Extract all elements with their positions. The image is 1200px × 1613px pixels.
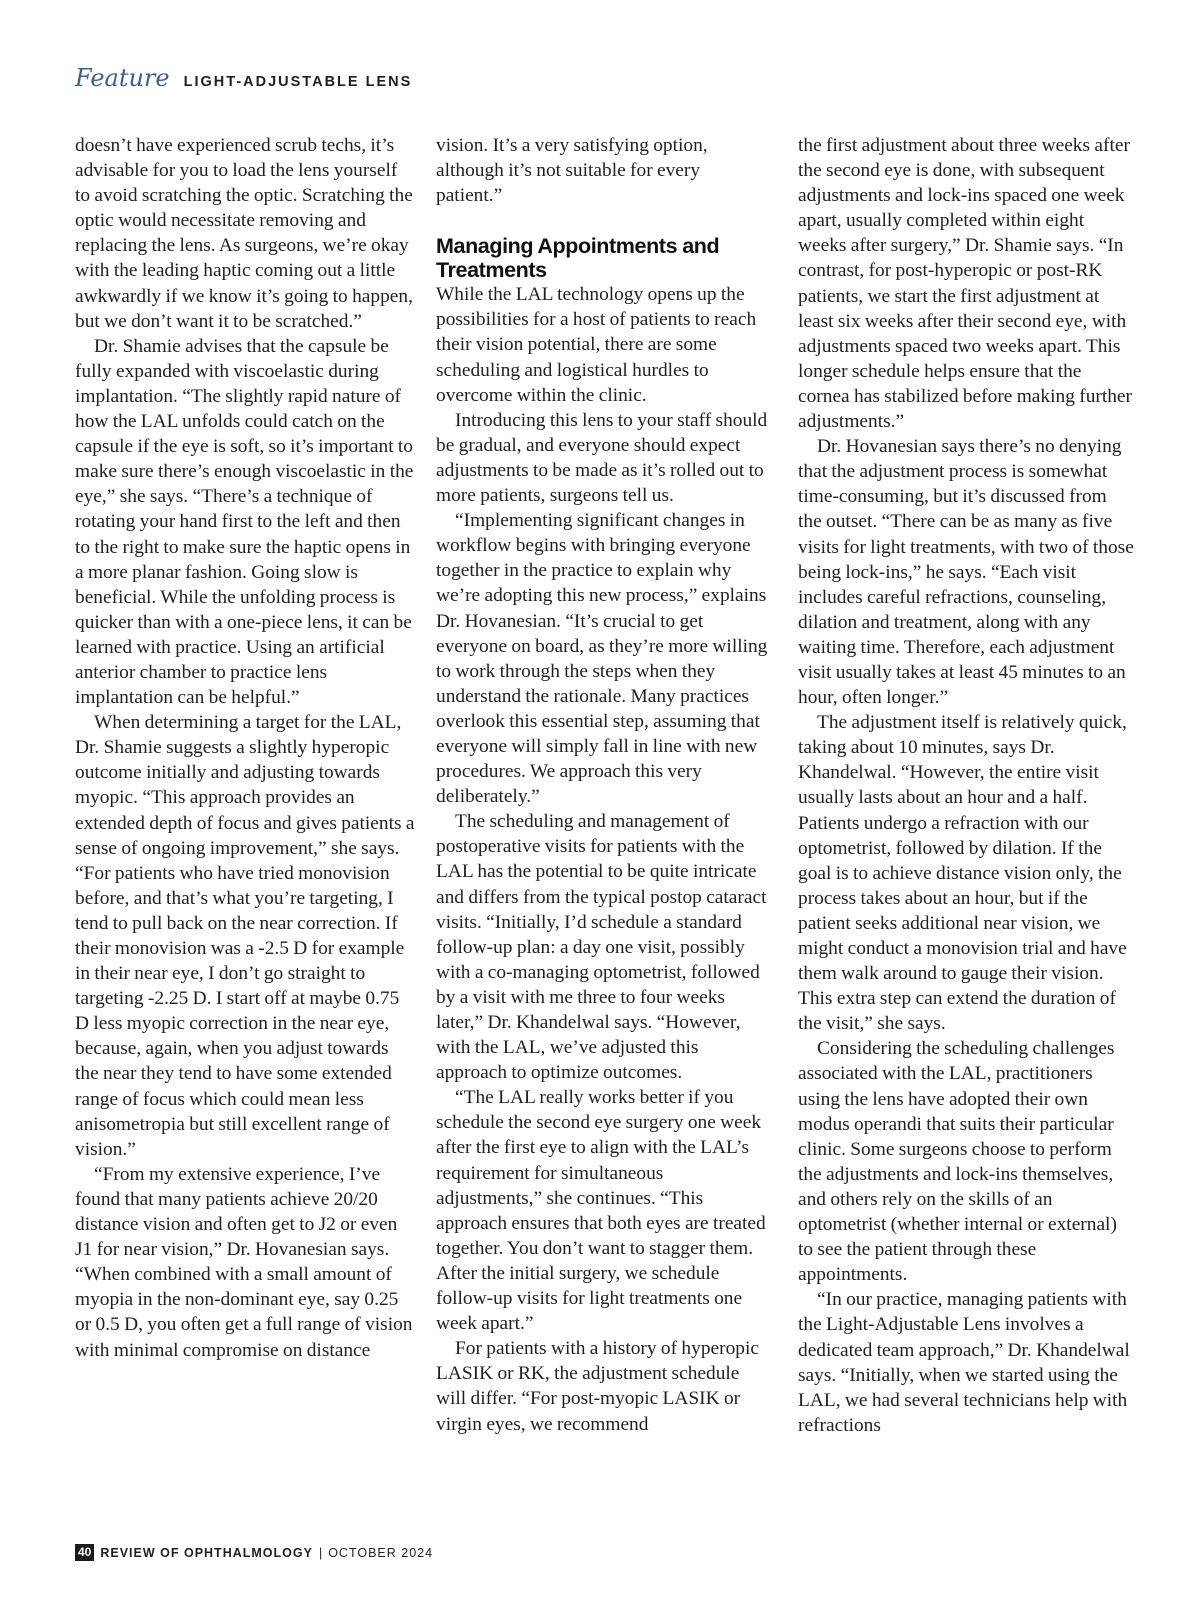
- section-heading: Managing Appointments and Treatments: [436, 234, 720, 283]
- paragraph: The adjustment itself is relatively quick, taking about 10 minutes, says Dr. Khandelwal. “However, the entire visit usually lasts about an hour and a half. Patients undergo a refraction with our optometrist, followed by dilation. If the goal is to achieve distance vision only, the process takes about an hour, but if the patient seeks additional near vision, we might conduct a monovision trial and have them walk around to gauge their vision. This extra step can extend the duration of the visit,” she says.: [798, 712, 1127, 1035]
- issue-date: OCTOBER 2024: [328, 1545, 434, 1560]
- paragraph: When determining a target for the LAL, Dr. Shamie suggests a slightly hyperopic outcome initially and adjusting towards myopic. “This approach provides an extended depth of focus and gives patients a sense of ongoing improvement,” she says. “For patients who have tried monovision before, and that’s what you’re targeting, I tend to pull back on the near correction. If their monovision was a -2.5 D for example in their near eye, I don’t go straight to targeting -2.25 D. I start off at maybe 0.75 D less myopic correction in the near eye, because, again, when you adjust towards the near they tend to have some extended range of focus which could mean less anisometropia but still excellent range of vision.”: [75, 712, 415, 1160]
- text-column-2: [436, 133, 768, 1437]
- page-number: 40: [75, 1544, 94, 1561]
- paragraph: “Implementing significant changes in workflow begins with bringing everyone together in the practice to explain why we’re adopting this new process,” explains Dr. Hovanesian. “It’s crucial to get everyone on board, as they’re more willing to work through the steps when they understand the rationale. Many practices overlook this essential step, assuming that everyone will simply fall in line with new procedures. We approach this very deliberately.”: [436, 510, 768, 808]
- paragraph: “The LAL really works better if you schedule the second eye surgery one week after the first eye to align with the LAL’s requirement for simultaneous adjustments,” she continues. “This approach ensures that both eyes are treated together. You don’t want to stagger them. After the initial surgery, we schedule follow-up visits for light treatments one week apart.”: [436, 1087, 766, 1335]
- paragraph: Dr. Hovanesian says there’s no denying that the adjustment process is somewhat time-consuming, but it’s discussed from the outset. “There can be as many as five visits for light treatments, with two of those being lock-ins,” he says. “Each visit includes careful refractions, counseling, dilation and treatment, along with any waiting time. Therefore, each adjustment visit usually takes at least 45 minutes to an hour, often longer.”: [798, 436, 1134, 709]
- paragraph: The scheduling and management of postoperative visits for patients with the LAL has the potential to be quite intricate and differs from the typical postop cataract visits. “Initially, I’d schedule a standard follow-up plan: a day one visit, possibly with a co-managing optometrist, followed by a visit with me three to four weeks later,” Dr. Khandelwal says. “However, with the LAL, we’ve adjusted this approach to optimize outcomes.: [436, 811, 767, 1084]
- paragraph: Introducing this lens to your staff should be gradual, and everyone should expect adjustments to be made as it’s rolled out to more patients, surgeons tell us.: [436, 409, 768, 507]
- section-title: LIGHT-ADJUSTABLE LENS: [183, 74, 413, 90]
- text-column-1: [75, 133, 415, 1363]
- footer-separator: |: [318, 1545, 323, 1560]
- text-column-3: [798, 133, 1134, 1438]
- running-header: [75, 64, 412, 100]
- magazine-name: REVIEW OF OPHTHALMOLOGY: [100, 1545, 313, 1560]
- paragraph: the first adjustment about three weeks after the second eye is done, with subsequent adjustments and lock-ins spaced one week apart, usually completed within eight weeks after surgery,” Dr. Shamie says. “In contrast, for post-hyperopic or post-RK patients, we start the first adjustment at least six weeks after their second eye, with adjustments spaced two weeks apart. This longer schedule helps ensure that the cornea has stabilized before making further adjustments.”: [798, 135, 1132, 433]
- paragraph: doesn’t have experienced scrub techs, it’s advisable for you to load the lens yourself to avoid scratching the optic. Scratching the optic would necessitate removing and replacing the lens. As surgeons, we’re okay with the leading haptic coming out a little awkwardly if we know it’s going to happen, but we don’t want it to be scratched.”: [75, 135, 413, 332]
- paragraph: While the LAL technology opens up the possibilities for a host of patients to reach their vision potential, there are some scheduling and logistical hurdles to overcome within the clinic.: [436, 284, 757, 406]
- page-footer: [75, 1544, 433, 1561]
- paragraph: “From my extensive experience, I’ve found that many patients achieve 20/20 distance vision and often get to J2 or even J1 for near vision,” Dr. Hovanesian says. “When combined with a small amount of myopia in the non-dominant eye, say 0.25 or 0.5 D, you often get a full range of vision with minimal compromise on distance: [75, 1163, 413, 1361]
- paragraph: Considering the scheduling challenges associated with the LAL, practitioners using the lens have adopted their own modus operandi that suits their particular clinic. Some surgeons choose to perform the adjustments and lock-ins themselves, and others rely on the skills of an optometrist (whether internal or external) to see the patient through these appointments.: [798, 1038, 1117, 1286]
- paragraph: vision. It’s a very satisfying option, although it’s not suitable for every patient.”: [436, 135, 708, 207]
- paragraph: Dr. Shamie advises that the capsule be fully expanded with viscoelastic during implantation. “The slightly rapid nature of how the LAL unfolds could catch on the capsule if the eye is soft, so it’s important to make sure there’s enough viscoelastic in the eye,” she says. “There’s a technique of rotating your hand first to the left and then to the right to make sure the haptic opens in a more planar fashion. Going slow is beneficial. While the unfolding process is quicker than with a one-piece lens, it can be learned with practice. Using an artificial anterior chamber to practice lens implantation can be helpful.”: [75, 335, 414, 709]
- paragraph: For patients with a history of hyperopic LASIK or RK, the adjustment schedule will differ. “For post-myopic LASIK or virgin eyes, we recommend: [436, 1338, 759, 1435]
- paragraph: “In our practice, managing patients with the Light-Adjustable Lens involves a dedicated team approach,” Dr. Khandelwal says. “Initially, when we started using the LAL, we had several technicians help with refractions: [798, 1289, 1130, 1436]
- feature-label: Feature: [75, 64, 170, 92]
